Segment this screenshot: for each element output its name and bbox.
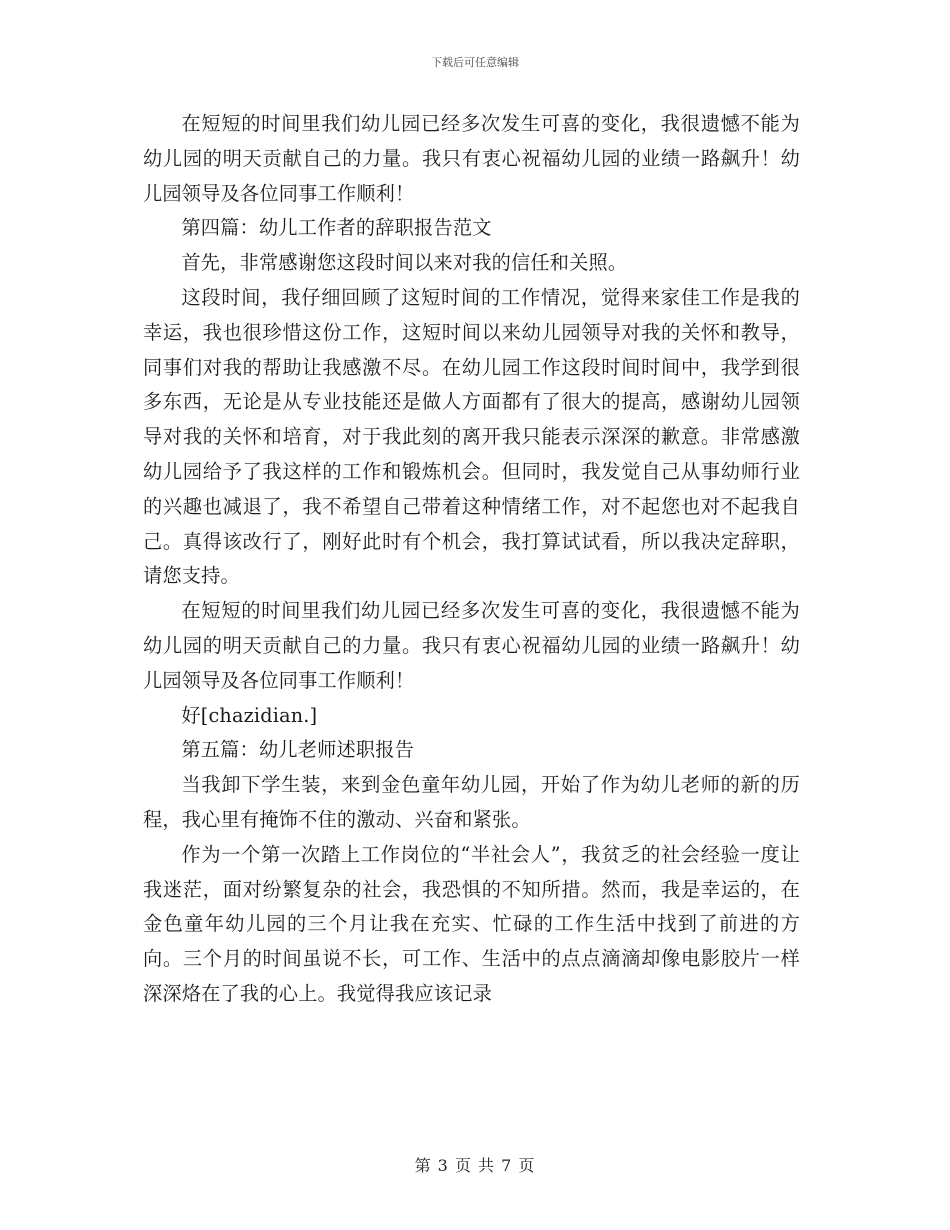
paragraph-source-note: 好[chazidian.]	[181, 703, 318, 727]
page-header: 下载后可任意编辑	[431, 56, 519, 69]
page-footer: 第 3 页 共 7 页	[414, 1156, 536, 1175]
paragraph-first-job: 作为一个第一次踏上工作岗位的“半社会人”，我贫乏的社会经验一度让我迷茫，面对纷繁复杂的社会，我恐惧的不知所措。然而，我是幸运的，在金色童年幼儿园的三个月让我在充实、忙碌的工作生活中找到了前进的方向。三个月的时间虽说不长，可工作、生活中的点点滴滴却像电影胶片一样深深烙在了我的心上。我觉得我应该记录	[143, 842, 800, 1005]
paragraph-resignation-reason: 这段时间，我仔细回顾了这短时间的工作情况，觉得来家佳工作是我的幸运，我也很珍惜这份工作，这短时间以来幼儿园领导对我的关怀和教导，同事们对我的帮助让我感激不尽。在幼儿园工作这段时间时间中，我学到很多东西，无论是从专业技能还是做人方面都有了很大的提高，感谢幼儿园领导对我的关怀和培育，对于我此刻的离开我只能表示深深的歉意。非常感激幼儿园给予了我这样的工作和锻炼机会。但同时，我发觉自己从事幼师行业的兴趣也减退了，我不希望自己带着这种情绪工作，对不起您也对不起我自己。真得该改行了，刚好此时有个机会，我打算试试看，所以我决定辞职，请您支持。	[143, 285, 800, 588]
document-body	[143, 107, 800, 1012]
section-heading-five: 第五篇：幼儿老师述职报告	[181, 738, 415, 762]
paragraph-thanks: 首先，非常感谢您这段时间以来对我的信任和关照。	[181, 251, 628, 275]
paragraph-closing-wishes-repeat: 在短短的时间里我们幼儿园已经多次发生可喜的变化，我很遗憾不能为幼儿园的明天贡献自己的力量。我只有衷心祝福幼儿园的业绩一路飙升！幼儿园领导及各位同事工作顺利！	[143, 599, 800, 692]
paragraph-closing-wishes: 在短短的时间里我们幼儿园已经多次发生可喜的变化，我很遗憾不能为幼儿园的明天贡献自己的力量。我只有衷心祝福幼儿园的业绩一路飙升！幼儿园领导及各位同事工作顺利！	[143, 112, 800, 205]
section-heading-four: 第四篇：幼儿工作者的辞职报告范文	[181, 216, 492, 240]
paragraph-new-journey: 当我卸下学生装，来到金色童年幼儿园，开始了作为幼儿老师的新的历程，我心里有掩饰不住的激动、兴奋和紧张。	[143, 773, 800, 831]
